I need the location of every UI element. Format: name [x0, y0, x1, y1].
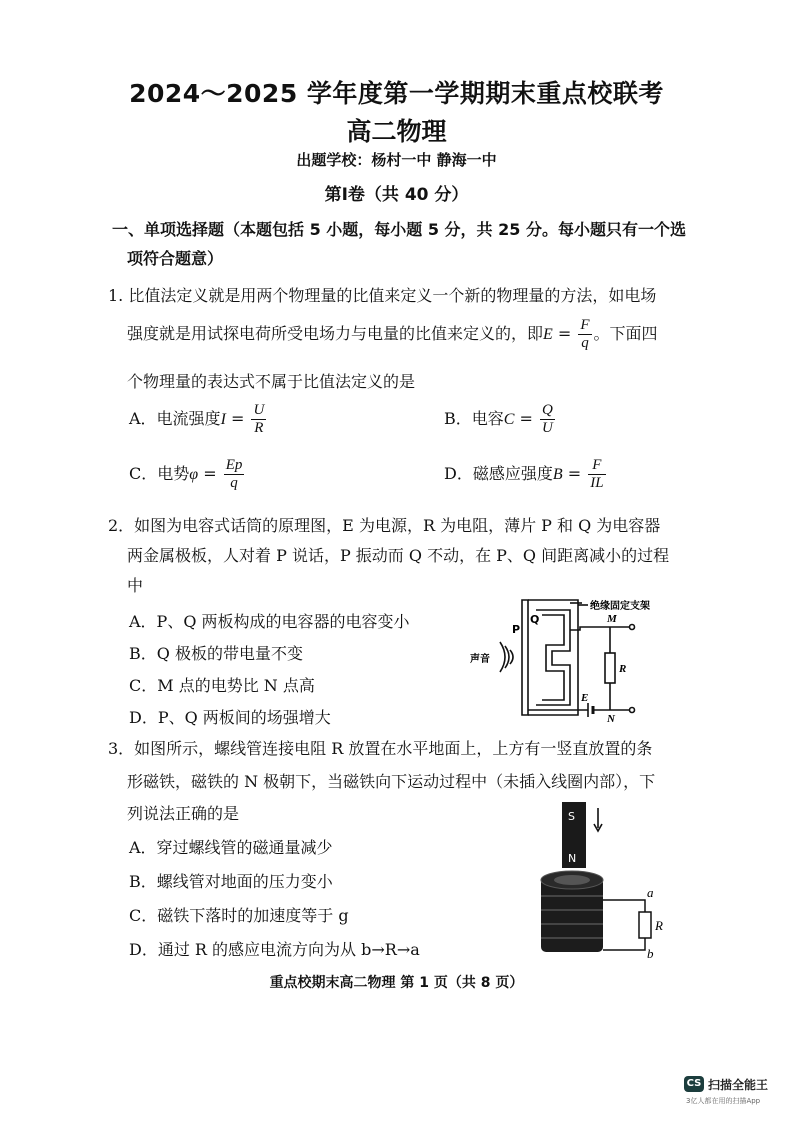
- q1-formula-var: E: [543, 326, 553, 343]
- q1-line1: 1. 比值法定义就是用两个物理量的比值来定义一个新的物理量的方法，如电场: [108, 286, 657, 305]
- q1-option-d: D．磁感应强度B = $\frac{F}{IL}$: [444, 457, 604, 491]
- q1-line2-end: 。下面四: [593, 324, 658, 343]
- q2-line1: 2．如图为电容式话筒的原理图，E 为电源，R 为电阻，薄片 P 和 Q 为电容器: [108, 516, 661, 535]
- exam-title: 2024～2025 学年度第一学期期末重点校联考: [129, 79, 664, 108]
- q3-line1: 3．如图所示，螺线管连接电阻 R 放置在水平地面上，上方有一竖直放置的条: [108, 739, 653, 758]
- microphone-circuit-diagram: [470, 595, 680, 725]
- q2-line3: 中: [127, 576, 144, 595]
- exam-subject: 高二物理: [346, 117, 447, 146]
- magnet-s-label: S: [568, 810, 575, 823]
- q2-option-c: C．M 点的电势比 N 点高: [129, 676, 315, 695]
- source-e-label: E: [581, 692, 589, 704]
- q3-option-b: B．螺线管对地面的压力变小: [129, 872, 333, 891]
- q1-option-c: C．电势φ = $\frac{Ep}{q}$: [129, 457, 243, 491]
- magnet-n-label: N: [568, 852, 577, 865]
- q3-option-c: C．磁铁下落时的加速度等于 g: [129, 906, 349, 925]
- q1-line3: 个物理量的表达式不属于比值法定义的是: [127, 372, 416, 391]
- q1-line2-text: 强度就是用试探电荷所受电场力与电量的比值来定义的，即: [127, 324, 544, 343]
- q1-formula-fraction: $\frac{F}{q}$: [580, 317, 590, 351]
- q2-option-d: D．P、Q 两板间的场强增大: [129, 708, 331, 727]
- solenoid-magnet-diagram: [535, 800, 670, 960]
- camscanner-logo: CS: [684, 1076, 704, 1092]
- camscanner-name: 扫描全能王: [708, 1078, 769, 1092]
- terminal-b-label: b: [647, 946, 654, 960]
- q3-option-a: A．穿过螺线管的磁通量减少: [129, 838, 333, 857]
- q2-option-b: B．Q 极板的带电量不变: [129, 644, 303, 663]
- resistor-r-label: R: [619, 663, 627, 675]
- q1-line2: 强度就是用试探电荷所受电场力与电量的比值来定义的，即E = $\frac{F}{q}$ 。下面四: [127, 317, 658, 351]
- q2-option-a: A．P、Q 两板构成的电容器的电容变小: [129, 612, 410, 631]
- plate-p-label: P: [512, 623, 521, 636]
- q2-line2: 两金属极板，人对着 P 说话，P 振动而 Q 不动，在 P、Q 间距离减小的过程: [127, 546, 670, 565]
- q1-option-a: A．电流强度I = $\frac{U}{R}$: [129, 402, 265, 436]
- page-footer: 重点校期末高二物理 第 1 页（共 8 页）: [269, 975, 524, 991]
- volume-heading: 第Ⅰ卷（共 40 分）: [324, 185, 469, 205]
- section-heading-line2: 项符合题意）: [127, 249, 224, 268]
- camscanner-slogan: 3亿人都在用的扫描App: [686, 1097, 761, 1105]
- terminal-a-label: a: [647, 885, 654, 900]
- sound-label: 声音: [470, 654, 490, 665]
- section-heading-line1: 一、单项选择题（本题包括 5 小题，每小题 5 分，共 25 分。每小题只有一个选: [112, 220, 686, 239]
- support-label: 绝缘固定支架: [590, 601, 650, 612]
- q3-option-d: D．通过 R 的感应电流方向为从 b→R→a: [129, 940, 420, 959]
- plate-q-label: Q: [530, 613, 540, 626]
- q1-option-b: B．电容C = $\frac{Q}{U}$: [444, 402, 553, 436]
- q3-line2: 形磁铁，磁铁的 N 极朝下，当磁铁向下运动过程中（未插入线圈内部），下: [127, 772, 656, 791]
- resistor-r-label: R: [655, 918, 663, 933]
- exam-schools: 出题学校：杨村一中 静海一中: [296, 151, 497, 169]
- point-n-label: N: [607, 713, 615, 725]
- q3-line3: 列说法正确的是: [127, 804, 240, 823]
- point-m-label: M: [607, 613, 617, 625]
